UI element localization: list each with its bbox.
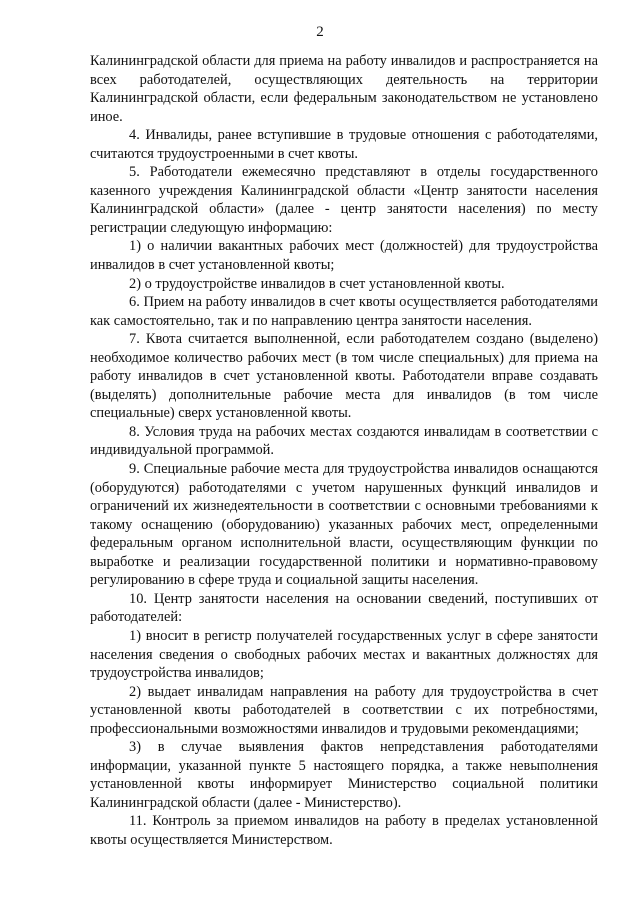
paragraph: Калининградской области для приема на работу инвалидов и распространяется на всех работодателей, осуществляющих деятельность на территории Калининградской области, если федеральным законодательством не установлено иное.: [90, 53, 598, 125]
paragraph: 8. Условия труда на рабочих местах создаются инвалидам в соответствии с индивидуальной программой.: [90, 423, 598, 459]
paragraph: 2) о трудоустройстве инвалидов в счет установленной квоты.: [129, 275, 505, 292]
paragraph: 2) выдает инвалидам направления на работу для трудоустройства в счет установленной квоты работодателей в соответствии с их потребностями, профессиональными возможностями инвалидов и трудовыми рекомендациями;: [90, 683, 598, 737]
paragraph: 6. Прием на работу инвалидов в счет квоты осуществляется работодателями как самостоятельно, так и по направлению центра занятости населения.: [90, 294, 598, 329]
paragraph: 7. Квота считается выполненной, если работодателем создано (выделено) необходимое количество рабочих мест (в том числе специальных) для приема на работу инвалидов в счет установленной квоты. Работодатели вправе создавать (выделять) дополнительные рабочие места для инвалидов (в том числе специальные) сверх установленной квоты.: [90, 331, 598, 422]
paragraph: 11. Контроль за приемом инвалидов на работу в пределах установленной квоты осуществляется Министерством.: [90, 813, 598, 848]
paragraph: 1) вносит в регистр получателей государственных услуг в сфере занятости населения сведения о свободных рабочих местах и вакантных должностях для трудоустройства инвалидов;: [90, 627, 598, 682]
paragraph: 3) в случае выявления фактов непредставления работодателями информации, указанной пункте 5 настоящего порядка, а также невыполнения установленной квоты информирует Министерство социальной политики Калининградской области (далее - Министерство).: [90, 739, 598, 811]
paragraph: 1) о наличии вакантных рабочих мест (должностей) для трудоустройства инвалидов в счет установленной квоты;: [90, 238, 598, 274]
paragraph: 9. Специальные рабочие места для трудоустройства инвалидов оснащаются (оборудуются) работодателями с учетом нарушенных функций инвалидов и ограничений их жизнедеятельности в соответствии с основными требованиями к такому оснащению (оборудованию) указанных рабочих мест, определенными федеральным органом исполнительной власти, осуществляющим функции по выработке и реализации государственной политики и нормативно-правовому регулированию в сфере труда и социальной защиты населения.: [90, 461, 598, 589]
document-body: [90, 52, 598, 850]
paragraph: 10. Центр занятости населения на основании сведений, поступивших от работодателей:: [90, 590, 598, 626]
paragraph: 4. Инвалиды, ранее вступившие в трудовые отношения с работодателями, считаются трудоустроенными в счет квоты.: [90, 127, 598, 162]
page-number: 2: [316, 24, 324, 40]
paragraph: 5. Работодатели ежемесячно представляют в отделы государственного казенного учреждения Калининградской области «Центр занятости населения Калининградской области» (далее - центр занятости населения) по месту регистрации следующую информацию:: [90, 164, 598, 236]
